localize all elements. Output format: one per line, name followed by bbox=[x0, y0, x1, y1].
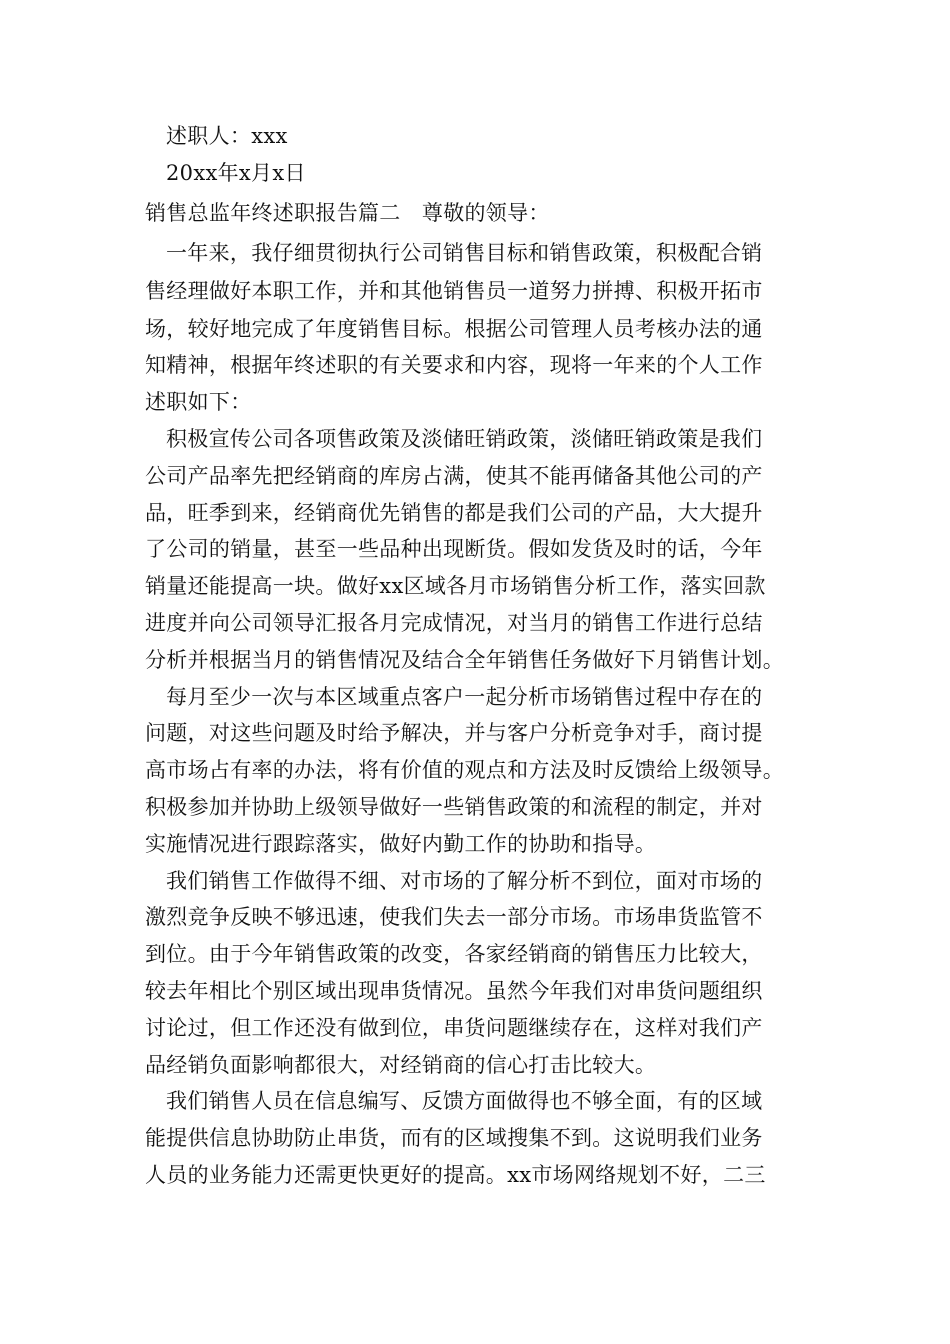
paragraph-line: 售经理做好本职工作，并和其他销售员一道努力拼搏、积极开拓市 bbox=[145, 279, 763, 303]
paragraph-line: 我们销售工作做得不细、对市场的了解分析不到位，面对市场的 bbox=[166, 869, 763, 893]
paragraph-line: 销量还能提高一块。做好xx区域各月市场销售分析工作，落实回款 bbox=[145, 574, 766, 598]
paragraph-line: 问题，对这些问题及时给予解决，并与客户分析竞争对手，商讨提 bbox=[145, 721, 763, 745]
paragraph-line: 知精神，根据年终述职的有关要求和内容，现将一年来的个人工作 bbox=[145, 353, 763, 377]
paragraph-line: 到位。由于今年销售政策的改变，各家经销商的销售压力比较大， bbox=[145, 942, 763, 966]
paragraph-line: 场，较好地完成了年度销售目标。根据公司管理人员考核办法的通 bbox=[145, 317, 763, 341]
paragraph-line: 分析并根据当月的销售情况及结合全年销售任务做好下月销售计划。 bbox=[145, 648, 784, 672]
paragraph-line: 实施情况进行跟踪落实，做好内勤工作的协助和指导。 bbox=[145, 832, 657, 856]
paragraph-line: 一年来，我仔细贯彻执行公司销售目标和销售政策，积极配合销 bbox=[166, 241, 763, 265]
paragraph-line: 较去年相比个别区域出现串货情况。虽然今年我们对串货问题组织 bbox=[145, 979, 763, 1003]
paragraph-line: 品，旺季到来，经销商优先销售的都是我们公司的产品，大大提升 bbox=[145, 501, 763, 525]
paragraph-line: 讨论过，但工作还没有做到位，串货问题继续存在，这样对我们产 bbox=[145, 1016, 763, 1040]
reporter-line: 述职人：xxx bbox=[166, 124, 288, 148]
paragraph-line: 高市场占有率的办法，将有价值的观点和方法及时反馈给上级领导。 bbox=[145, 758, 784, 782]
paragraph-line: 积极参加并协助上级领导做好一些销售政策的和流程的制定，并对 bbox=[145, 795, 763, 819]
paragraph-line: 了公司的销量，甚至一些品种出现断货。假如发货及时的话，今年 bbox=[145, 537, 763, 561]
section-heading: 销售总监年终述职报告篇二 尊敬的领导： bbox=[145, 201, 550, 225]
paragraph-line: 品经销负面影响都很大，对经销商的信心打击比较大。 bbox=[145, 1053, 657, 1077]
paragraph-line: 述职如下： bbox=[145, 390, 252, 414]
paragraph-line: 能提供信息协助防止串货，而有的区域搜集不到。这说明我们业务 bbox=[145, 1126, 763, 1150]
paragraph-line: 激烈竞争反映不够迅速，使我们失去一部分市场。市场串货监管不 bbox=[145, 905, 763, 929]
paragraph-line: 公司产品率先把经销商的库房占满，使其不能再储备其他公司的产 bbox=[145, 464, 763, 488]
paragraph-line: 人员的业务能力还需更快更好的提高。xx市场网络规划不好，二三 bbox=[145, 1163, 766, 1187]
paragraph-line: 每月至少一次与本区域重点客户一起分析市场销售过程中存在的 bbox=[166, 685, 763, 709]
paragraph-line: 我们销售人员在信息编写、反馈方面做得也不够全面，有的区域 bbox=[166, 1089, 763, 1113]
date-line: 20xx年x月x日 bbox=[166, 161, 306, 185]
paragraph-line: 进度并向公司领导汇报各月完成情况，对当月的销售工作进行总结 bbox=[145, 611, 763, 635]
paragraph-line: 积极宣传公司各项售政策及淡储旺销政策，淡储旺销政策是我们 bbox=[166, 427, 763, 451]
